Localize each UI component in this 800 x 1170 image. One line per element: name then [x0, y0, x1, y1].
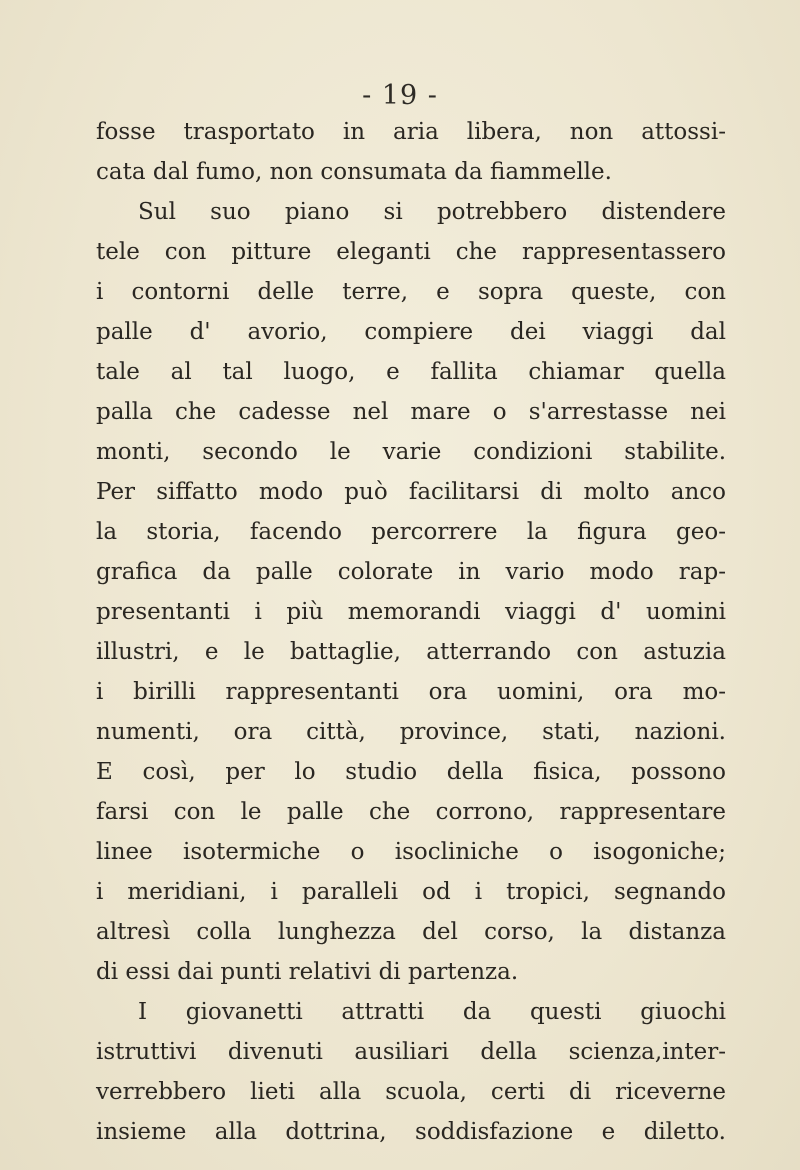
text-line: linee isotermiche o isocliniche o isogoniche;	[96, 839, 726, 865]
body-text	[96, 112, 726, 1152]
text-line: monti, secondo le varie condizioni stabilite.	[96, 439, 726, 465]
text-line: tale al tal luogo, e fallita chiamar quella	[96, 359, 726, 385]
text-line: insieme alla dottrina, soddisfazione e diletto.	[96, 1119, 726, 1145]
text-line: illustri, e le battaglie, atterrando con astuzia	[96, 639, 726, 665]
text-line: altresì colla lunghezza del corso, la distanza	[96, 919, 726, 945]
text-line: i meridiani, i paralleli od i tropici, segnando	[96, 879, 726, 905]
text-line: E così, per lo studio della fisica, possono	[96, 759, 726, 785]
text-line: cata dal fumo, non consumata da fiammelle.	[96, 159, 612, 185]
text-line: tele con pitture eleganti che rappresentassero	[96, 239, 726, 265]
text-line: i contorni delle terre, e sopra queste, con	[96, 279, 726, 305]
page-number: - 19 -	[362, 80, 438, 111]
text-line: grafica da palle colorate in vario modo rap-	[96, 559, 726, 585]
text-line: Per siffatto modo può facilitarsi di molto anco	[96, 479, 726, 505]
text-line: la storia, facendo percorrere la figura geo-	[96, 519, 726, 545]
text-line: fosse trasportato in aria libera, non attossi-	[96, 119, 726, 145]
text-line: i birilli rappresentanti ora uomini, ora mo-	[96, 679, 726, 705]
text-line: palle d' avorio, compiere dei viaggi dal	[96, 319, 726, 345]
text-line: numenti, ora città, province, stati, nazioni.	[96, 719, 726, 745]
text-line: verrebbero lieti alla scuola, certi di riceverne	[96, 1079, 726, 1105]
text-line: di essi dai punti relativi di partenza.	[96, 959, 519, 985]
text-line: Sul suo piano si potrebbero distendere	[138, 199, 726, 225]
text-line: I giovanetti attratti da questi giuochi	[138, 999, 726, 1025]
text-line: presentanti i più memorandi viaggi d' uomini	[96, 599, 726, 625]
text-line: farsi con le palle che corrono, rappresentare	[96, 799, 726, 825]
text-line: palla che cadesse nel mare o s'arrestasse nei	[96, 399, 726, 425]
text-line: istruttivi divenuti ausiliari della scienza,inter-	[96, 1039, 726, 1065]
